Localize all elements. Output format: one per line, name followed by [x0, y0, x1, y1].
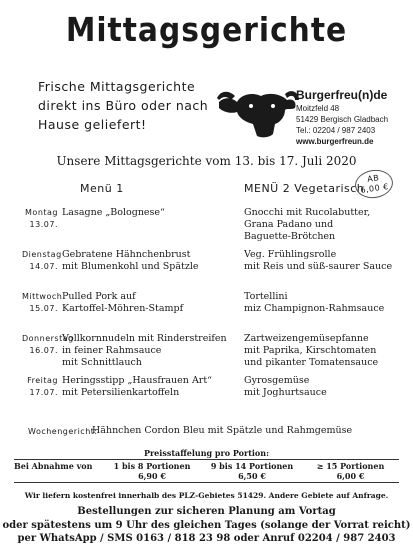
price-row-ranges — [14, 461, 399, 471]
menu1-header: Menü 1 — [80, 182, 124, 195]
dish-line: Lasagne „Bolognese“ — [62, 207, 165, 218]
dish-line: Gebratene Hähnchenbrust — [62, 249, 191, 260]
tier-price: 6,00 € — [336, 471, 365, 481]
tier-price: 6,90 € — [138, 471, 166, 481]
weekly-dish: Hähnchen Cordon Bleu mit Spätzle und Rahmgemüse — [92, 425, 353, 436]
menu1-dish — [62, 333, 227, 369]
price-badge — [353, 167, 395, 200]
badge-ab: AB — [366, 173, 380, 184]
day-date: 17.07. — [29, 388, 58, 397]
menu2-dish — [244, 291, 384, 315]
day-name: Donnerstag — [22, 334, 74, 343]
dish-line: Kartoffel-Möhren-Stampf — [62, 303, 184, 314]
address-phone: Tel.: 02204 / 987 2403 — [296, 126, 376, 135]
dish-line: mit Schnittlauch — [62, 357, 142, 368]
day-date: 13.07. — [29, 220, 58, 229]
dish-line: mit Blumenkohl und Spätzle — [62, 261, 199, 272]
menu2-dish — [244, 333, 378, 369]
price-table-title: Preisstaffelung pro Portion: — [143, 448, 270, 458]
delivery-note: Wir liefern kostenfrei innerhalb des PLZ-Gebietes 51429. Andere Gebiete auf Anfrage. — [24, 491, 389, 500]
dish-line: in feiner Rahmsauce — [62, 345, 162, 356]
day-name: Dienstag — [22, 250, 62, 259]
price-row-label: Bei Abnahme von — [14, 461, 93, 471]
day-label — [22, 291, 63, 315]
menu1-dish — [62, 291, 183, 315]
dish-line: und pikanter Tomatensauce — [244, 357, 379, 368]
tier-range: 1 bis 8 Portionen — [113, 461, 191, 471]
dish-line: Zartweizengemüsepfanne — [244, 333, 369, 344]
address-web: www.burgerfreun.de — [296, 137, 374, 146]
dish-line: Gnocchi mit Rucolabutter, — [244, 207, 371, 218]
day-name: Montag — [25, 208, 58, 217]
dish-line: Heringsstipp „Hausfrauen Art“ — [62, 375, 213, 386]
menu2-dish — [244, 207, 370, 243]
menu2-dish — [244, 249, 392, 273]
day-label — [22, 249, 62, 273]
dish-line: mit Reis und süß-saurer Sauce — [244, 261, 393, 272]
dish-line: Tortellini — [244, 291, 288, 302]
day-label — [22, 375, 58, 399]
week-subtitle: Unsere Mittagsgerichte vom 13. bis 17. Juli 2020 — [56, 154, 357, 168]
menu2-header: MENÜ 2 Vegetarisch — [244, 182, 365, 195]
dish-line: Baguette-Brötchen — [244, 231, 336, 242]
bull-logo-icon — [215, 80, 300, 140]
day-label — [22, 333, 74, 357]
weekly-label: Wochengericht: — [28, 427, 98, 436]
brand-address — [296, 103, 388, 147]
menu1-dish — [62, 207, 165, 219]
dish-line: mit Paprika, Kirschtomaten — [244, 345, 377, 356]
badge-price: 6,00 € — [359, 182, 390, 195]
dish-line: Gyrosgemüse — [244, 375, 310, 386]
tier-price: 6,50 € — [238, 471, 266, 481]
order-line-1: Bestellungen zur sicheren Planung am Vortag — [77, 506, 336, 517]
menu1-dish — [62, 249, 199, 273]
address-street: Moitzfeld 48 — [296, 104, 340, 113]
dish-line: Vollkornnudeln mit Rinderstreifen — [62, 333, 227, 344]
day-date: 15.07. — [29, 304, 58, 313]
dish-line: Pulled Pork auf — [62, 291, 136, 302]
intro-text — [38, 77, 218, 134]
day-date: 16.07. — [29, 346, 58, 355]
intro-line-2: direkt ins Büro oder nach — [38, 98, 209, 113]
day-name: Mittwoch — [22, 292, 63, 301]
price-table-divider — [14, 482, 399, 483]
tier-range: ≥ 15 Portionen — [316, 461, 385, 471]
menu1-dish — [62, 375, 212, 399]
price-table-divider — [14, 459, 399, 460]
page-title: Mittagsgerichte — [65, 10, 348, 49]
price-row-prices — [14, 471, 399, 481]
price-row-spacer — [14, 471, 102, 481]
day-name: Freitag — [27, 376, 58, 385]
tier-range: 9 bis 14 Portionen — [210, 461, 294, 471]
day-date: 14.07. — [29, 262, 58, 271]
address-city: 51429 Bergisch Gladbach — [296, 115, 389, 124]
intro-line-1: Frische Mittagsgerichte — [38, 79, 196, 94]
dish-line: miz Champignon-Rahmsauce — [244, 303, 385, 314]
menu2-dish — [244, 375, 327, 399]
day-label — [22, 207, 58, 231]
order-info — [0, 505, 413, 546]
order-line-2: oder spätestens um 9 Uhr des gleichen Tages (solange der Vorrat reicht) — [2, 519, 411, 531]
order-line-3: per WhatsApp / SMS 0163 / 818 23 98 oder Anruf 02204 / 987 2403 — [17, 533, 396, 544]
brand-name: Burgerfreu(n)de — [296, 88, 388, 102]
price-table — [14, 448, 399, 484]
dish-line: mit Joghurtsauce — [244, 387, 327, 398]
dish-line: Veg. Frühlingsrolle — [244, 249, 337, 260]
dish-line: Grana Padano und — [244, 219, 334, 230]
intro-line-3: Hause geliefert! — [38, 117, 147, 132]
dish-line: mit Petersilienkartoffeln — [62, 387, 180, 398]
